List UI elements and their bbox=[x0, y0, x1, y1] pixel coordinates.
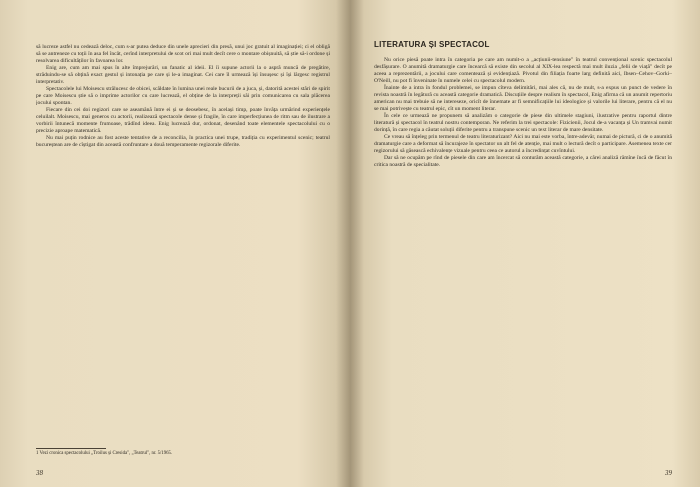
footnote: 1 Vezi cronica spectacolului „Troilus și Cresida", „Teatrul", nr. 5/1965. bbox=[36, 451, 173, 456]
left-paragraph: Spectacolele lui Moisescu strălucesc de obicei, scăldate în lumina unei reale bucurii de a juca, și, datorită acestei stări de spirit pe care Moisescu știe să o imprime actorilor cu care lucrează, el obține de la interpreții săi prin comunicarea cu sala plăcerea jocului spontan. bbox=[36, 86, 330, 106]
left-paragraph: Fiecare din cei doi regizori care se aseamănă între ei și se deosebesc, în același timp, poate învăța urmărind experiențele celuilalt. Moisescu, mai generos cu actorii, realizează spectacole dense și fragile, în care imperfecțiunea de ritm sau de ilustrare a vorbirii întunecă momente frumoase, trădînd ideea. Enig lucrează dur, ordonat, desenând toate elementele spectacolului cu o precizie aproape matematică. bbox=[36, 107, 330, 134]
gutter-shadow-left bbox=[336, 0, 350, 487]
page-number-left: 38 bbox=[36, 469, 43, 477]
right-paragraph: În cele ce urmează ne propunem să analizăm o categorie de piese din ultimele stagiuni, ilustrative pentru raportul dintre literatură și spectacol în teatrul nostru contemporan. Ne referim la trei spectacole: Fizicienii, Jocul de-a vacanța și Un tramvai numit dorință, în care regia a căutat soluții diferite pentru a transpune scenic un text literar de mare densitate. bbox=[374, 113, 672, 133]
left-paragraph: Enig are, cum am mai spus în alte împrejurări, un fanatic al ideii. El îi supune actorii la o aspră muncă de pregătire, străduindu-se să obțină exact gestul și intonația pe care și le-a imaginat. Cei care îl urmează își însușesc și își lărgesc registrul interpretativ. bbox=[36, 65, 330, 85]
right-page-body bbox=[374, 57, 672, 469]
left-page-body bbox=[36, 44, 330, 444]
gutter-shadow-right bbox=[350, 0, 364, 487]
page-number-right: 39 bbox=[665, 469, 672, 477]
right-paragraph: Dar să ne ocupăm pe rînd de piesele din care am încercat să conturăm această categorie, a cărei analiză rămîne încă de făcut în critica noastră de specialitate. bbox=[374, 155, 672, 168]
footnote-rule bbox=[36, 448, 106, 449]
left-paragraph: să lucreze astfel nu cedează deloc, cum s-ar putea deduce din unele aprecieri din presă, unui joc gratuit al imaginației; ci el obligă să se antreneze cu toții în asa fel încât, cerînd interpretului de scot ori mai mult decît cere o montare obișnuită, să știe să-i ordone și resolvarea dificultăților în favoarea lor. bbox=[36, 44, 330, 64]
left-paragraph: Nu mai puțin rodnice au fost aceste tentative de a reconcilia, în practica unei trupe, tradiția cu experimentul scenic; teatrul bucureștean are de cîștigat din această confruntare a două temperamente regizorale diferite. bbox=[36, 135, 330, 148]
right-paragraph: Înainte de a intra în fondul problemei, se impun cîteva delimitări, mai ales că, nu de mult, s-a expus un punct de vedere în revista noastră în legătură cu această categorie dramatică. Discuțiile despre realism în spectacol, Enig afirma că un anumit repertoriu american nu mai trebuie să ne intereseze, oricît de înnemate ar fi semnificațiile lui ideologice și valorile lui literare, pentru că el nu se mai potrivește cu teatrul epic, cît un moment literar. bbox=[374, 85, 672, 112]
section-heading: LITERATURA ȘI SPECTACOL bbox=[374, 40, 490, 49]
right-page bbox=[350, 0, 700, 487]
right-paragraph: Nu orice piesă poate intra în categoria pe care am numit-o a „acțiunii-tensiune" în teatrul convențional scenic spectacolul desfășurare. O anumită dramaturgie care încearcă să existe din secolul al XIX-lea respectă mai mult iluzia „felii de viață" decît pe aceea a reprezentării, a jocului care comentează și evidențiază. Pivotul din filiația foarte larg definită aici, Ibsen–Cehov–Gorki–O'Neill, nu pot fi înveninate în numele celei cu spectacolul modern. bbox=[374, 57, 672, 84]
right-paragraph: Ce vreau să înțeleg prin termenul de teatru literaturizant? Aici nu mai este vorba, între-adevăr, numai de pictură, ci de o anumită dramaturgie care a deformat să încurajeze în spectator un alt fel de atenție, mai mult o lectură decît o participare. Asemenea texte cer regizorului să găsească echivalențe vizuale pentru ceea ce autorul a încredințat cuvîntului. bbox=[374, 134, 672, 154]
